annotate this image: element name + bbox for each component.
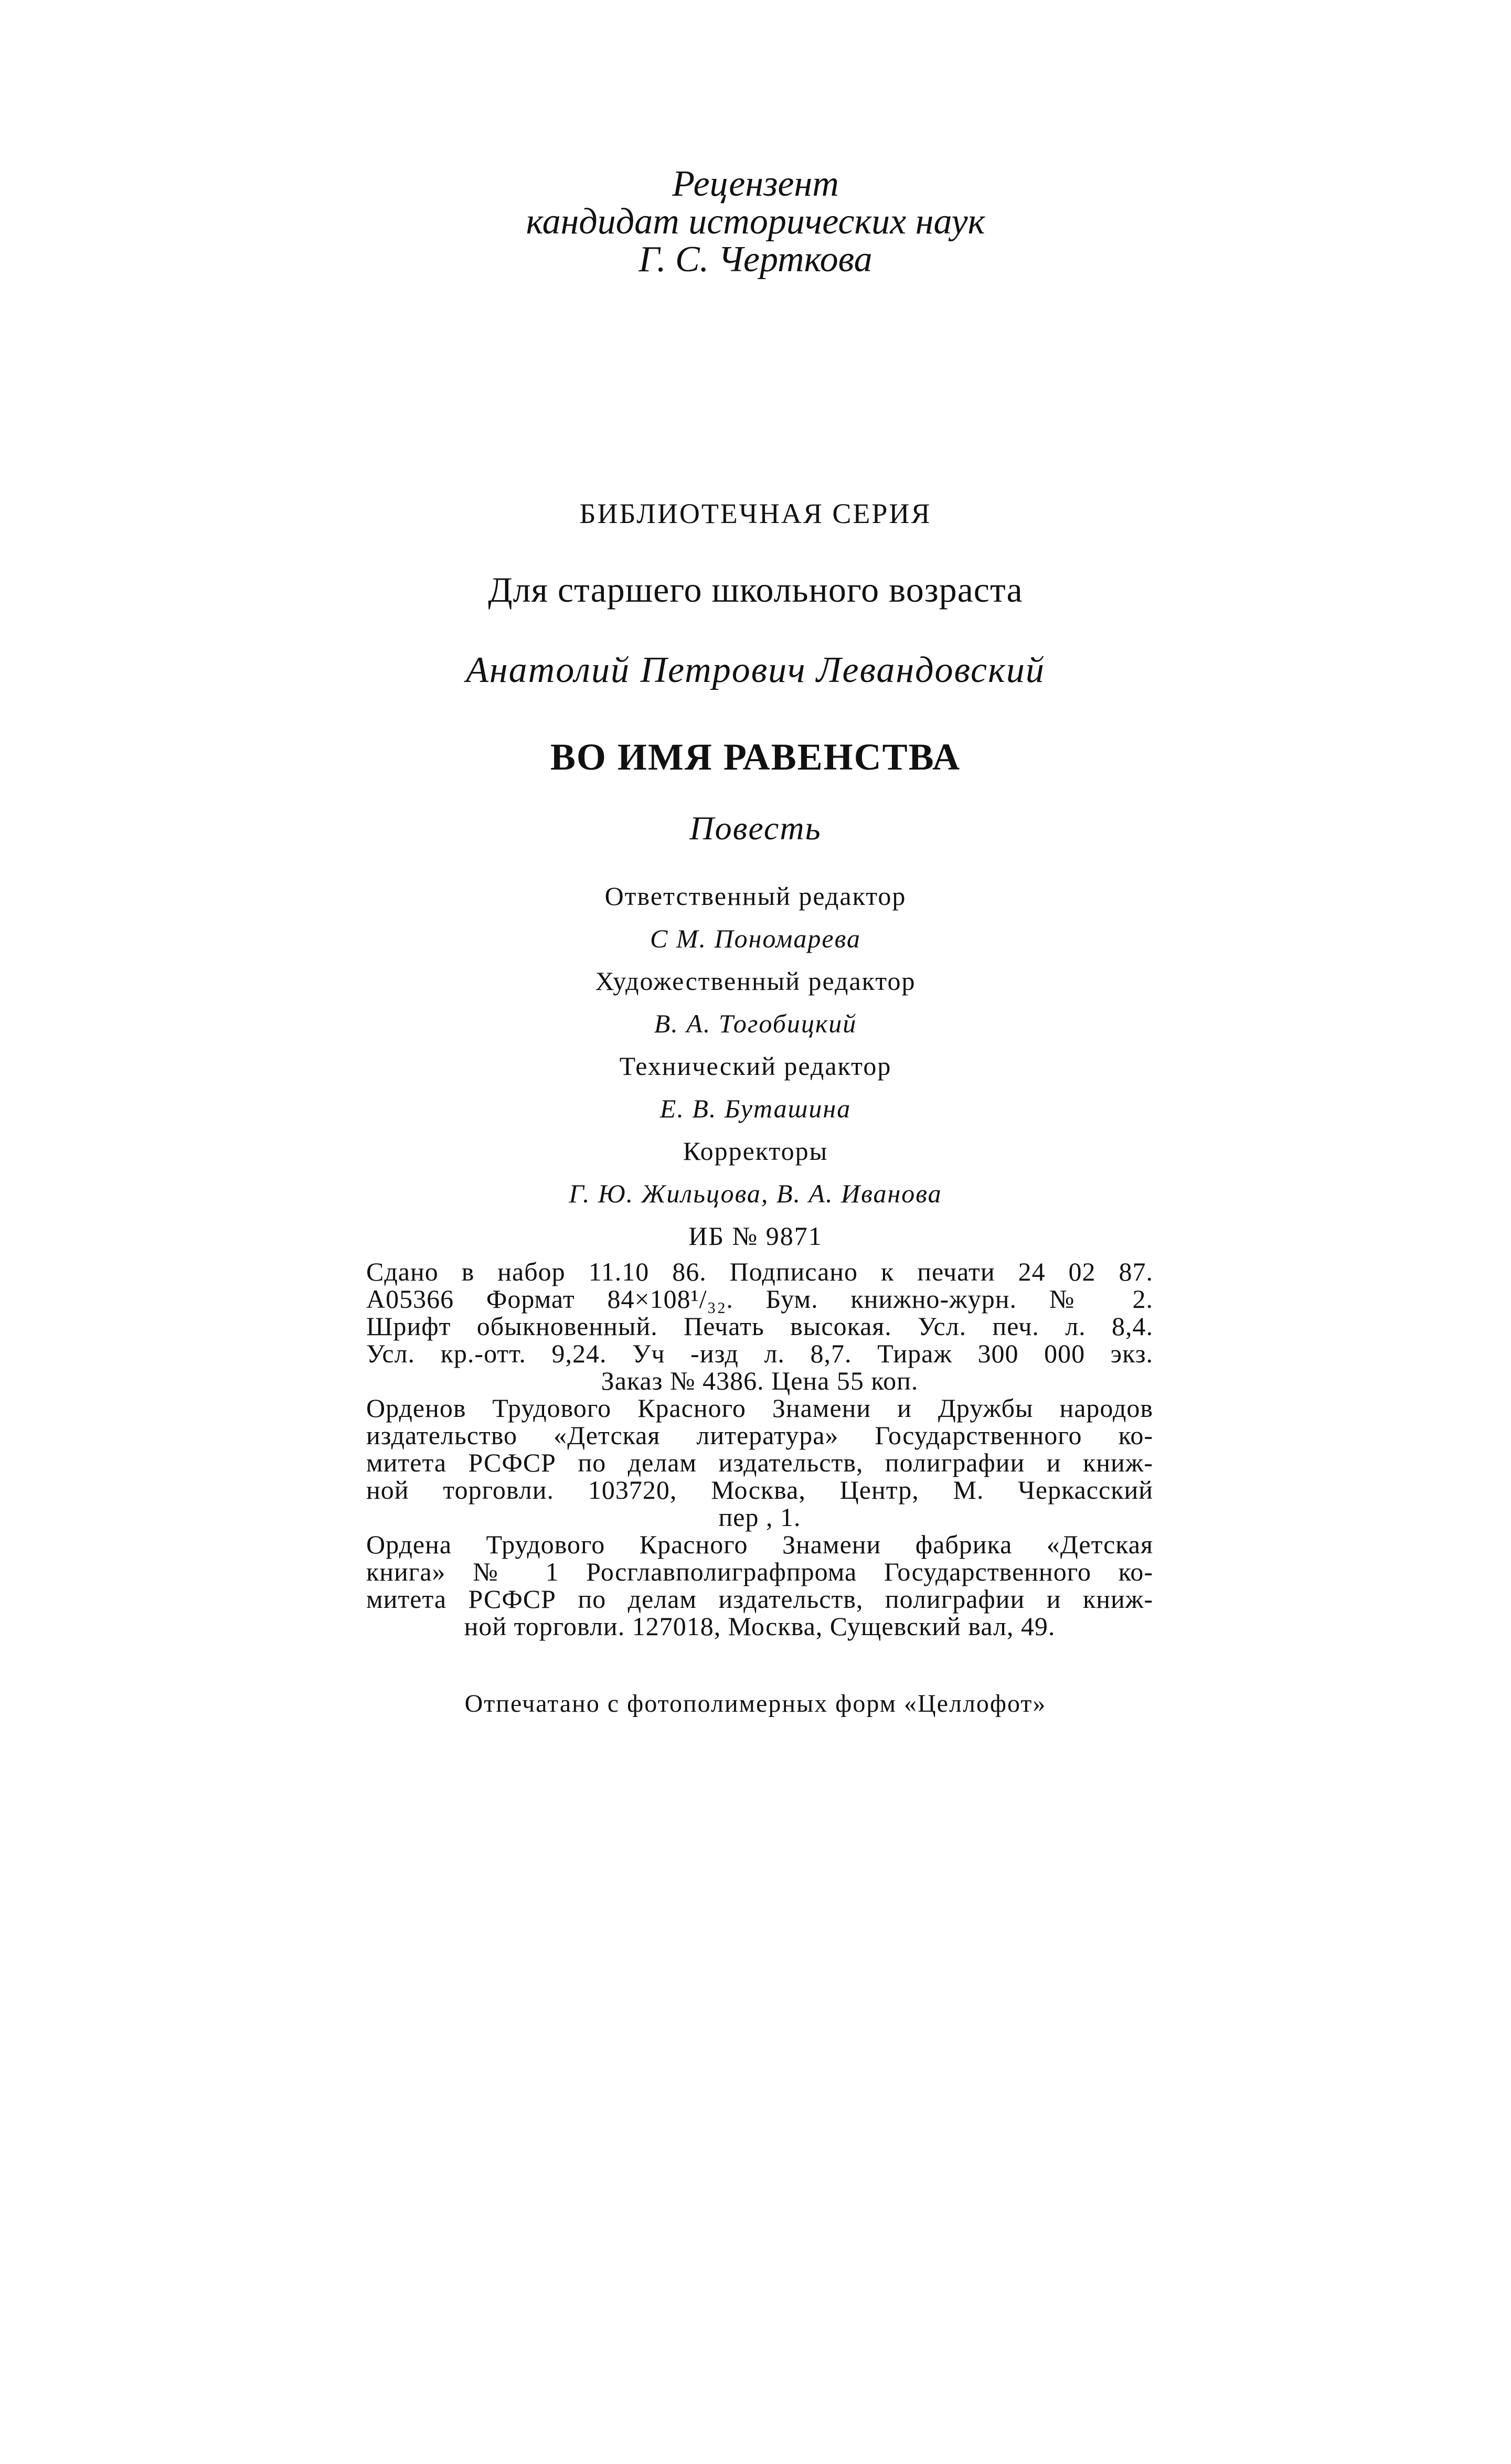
imprint-line: Ордена Трудового Красного Знамени фабрика «Детская xyxy=(366,1530,1153,1559)
series-label: БИБЛИОТЕЧНАЯ СЕРИЯ xyxy=(579,498,932,529)
credit-role-responsible-editor: Ответственный редактор xyxy=(604,881,907,911)
credit-name-art-editor: В. А. Тогобицкий xyxy=(654,1009,857,1038)
book-title: ВО ИМЯ РАВЕНСТВА xyxy=(550,736,961,778)
imprint-line: пер , 1. xyxy=(718,1502,801,1532)
imprint-line: ной торговли. 127018, Москва, Сущевский вал, 49. xyxy=(464,1612,1056,1641)
imprint-line: издательство «Детская литература» Государственного ко- xyxy=(366,1421,1153,1450)
age-group: Для старшего школьного возраста xyxy=(488,570,1023,610)
genre-label: Повесть xyxy=(689,809,822,847)
ib-number: ИБ № 9871 xyxy=(688,1221,823,1251)
reviewer-role: Рецензент xyxy=(672,164,839,204)
imprint-line: Усл. кр.-отт. 9,24. Уч -изд л. 8,7. Тираж 300 000 экз. xyxy=(366,1339,1153,1368)
credit-role-technical-editor: Технический редактор xyxy=(619,1051,892,1081)
imprint-line: Сдано в набор 11.10 86. Подписано к печати 24 02 87. xyxy=(366,1257,1153,1286)
imprint-line: митета РСФСР по делам издательств, полиграфии и книж- xyxy=(366,1584,1153,1614)
imprint-line: книга» № 1 Росглавполиграфпрома Государственного ко- xyxy=(366,1557,1153,1586)
credit-name-technical-editor: Е. В. Буташина xyxy=(659,1094,852,1123)
printed-note: Отпечатано с фотополимерных форм «Целлофот» xyxy=(464,1690,1047,1718)
imprint-line: Шрифт обыкновенный. Печать высокая. Усл. печ. л. 8,4. xyxy=(366,1311,1153,1341)
credits-block xyxy=(0,875,1511,1257)
imprint-line: Заказ № 4386. Цена 55 коп. xyxy=(601,1366,919,1395)
imprint-line: Орденов Трудового Красного Знамени и Дружбы народов xyxy=(366,1393,1153,1423)
credit-name-responsible-editor: С М. Пономарева xyxy=(650,924,861,953)
credit-role-art-editor: Художественный редактор xyxy=(595,966,916,996)
imprint-line: ной торговли. 103720, Москва, Центр, М. Черкасский xyxy=(366,1475,1153,1505)
imprint-line: А05366 Формат 84×108¹/₃₂. Бум. книжно-журн. № 2. xyxy=(366,1284,1153,1314)
reviewer-degree: кандидат исторических наук xyxy=(526,201,985,242)
credit-role-proofreaders: Корректоры xyxy=(683,1136,828,1166)
imprint-block xyxy=(366,1258,1153,1640)
credit-name-proofreaders: Г. Ю. Жильцова, В. А. Иванова xyxy=(569,1179,942,1208)
reviewer-name: Г. С. Черткова xyxy=(639,239,872,280)
author-name: Анатолий Петрович Левандовский xyxy=(466,650,1045,690)
reviewer-block xyxy=(0,165,1511,279)
imprint-line: митета РСФСР по делам издательств, полиграфии и книж- xyxy=(366,1448,1153,1477)
